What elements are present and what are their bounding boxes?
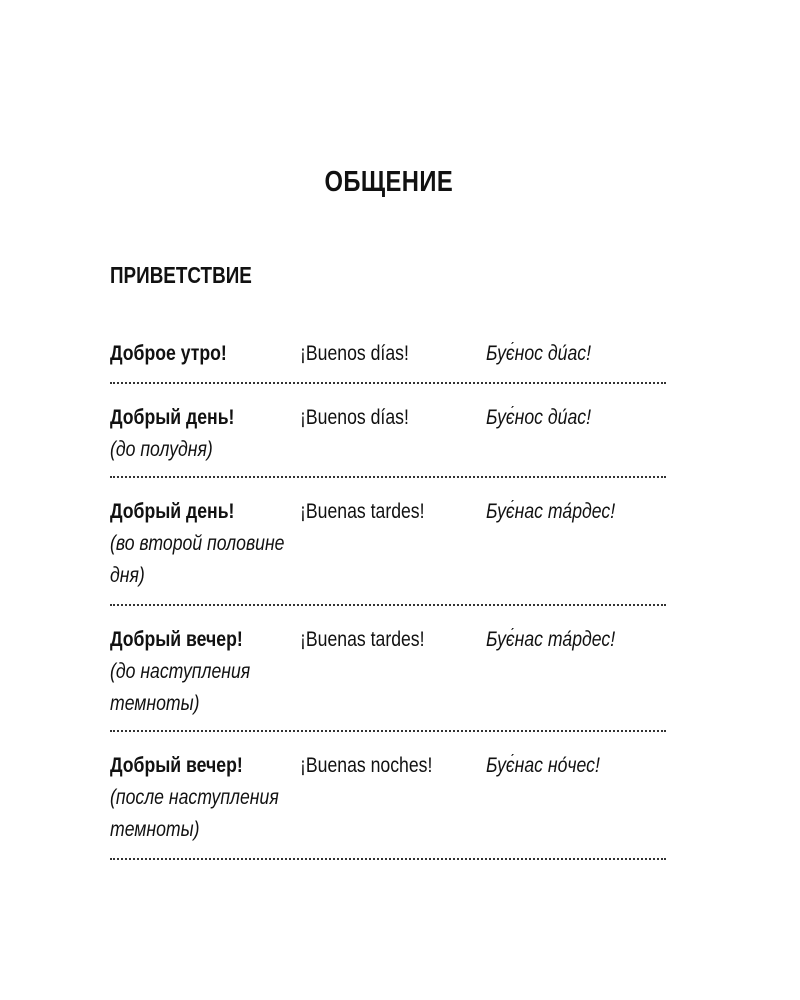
usage-note: дня) <box>110 564 145 587</box>
phrase-row <box>110 606 666 732</box>
transcription-cell <box>486 496 666 604</box>
russian-phrase: Добрый день! <box>110 500 235 523</box>
phrase-row <box>110 384 666 478</box>
transcription-cell <box>486 750 666 858</box>
phrase-row <box>110 732 666 860</box>
spanish-cell <box>300 402 486 476</box>
phrase-row <box>110 338 666 384</box>
usage-note: темноты) <box>110 818 200 841</box>
transcription-cell <box>486 338 666 382</box>
page-title: ОБЩЕНИЕ <box>324 166 454 198</box>
transcription: Бує́нос ди́ас! <box>486 342 591 365</box>
transcription: Бує́нас но́чес! <box>486 754 600 777</box>
russian-phrase: Добрый вечер! <box>110 628 243 651</box>
russian-cell <box>110 338 300 382</box>
russian-phrase: Доброе утро! <box>110 342 227 365</box>
spanish-cell <box>300 624 486 730</box>
spanish-phrase: ¡Buenas noches! <box>300 754 433 777</box>
russian-cell <box>110 402 300 476</box>
spanish-phrase: ¡Buenos días! <box>300 406 409 429</box>
spanish-phrase: ¡Buenas tardes! <box>300 500 425 523</box>
russian-cell <box>110 624 300 730</box>
transcription: Бує́нос ди́ас! <box>486 406 591 429</box>
section-heading: ПРИВЕТСТВИЕ <box>110 262 252 288</box>
spanish-cell <box>300 750 486 858</box>
transcription: Бує́нас та́рдес! <box>486 500 616 523</box>
russian-phrase: Добрый день! <box>110 406 235 429</box>
usage-note: (во второй половине <box>110 532 285 555</box>
usage-note: (после наступления <box>110 786 279 809</box>
usage-note: (до наступления <box>110 660 251 683</box>
spanish-cell <box>300 338 486 382</box>
phrase-row <box>110 478 666 606</box>
spanish-cell <box>300 496 486 604</box>
russian-phrase: Добрый вечер! <box>110 754 243 777</box>
usage-note: (до полудня) <box>110 438 213 461</box>
spanish-phrase: ¡Buenas tardes! <box>300 628 425 651</box>
transcription: Бує́нас та́рдес! <box>486 628 616 651</box>
spanish-phrase: ¡Buenos días! <box>300 342 409 365</box>
russian-cell <box>110 496 300 604</box>
transcription-cell <box>486 402 666 476</box>
transcription-cell <box>486 624 666 730</box>
usage-note: темноты) <box>110 692 200 715</box>
phrase-table <box>110 338 666 860</box>
russian-cell <box>110 750 300 858</box>
